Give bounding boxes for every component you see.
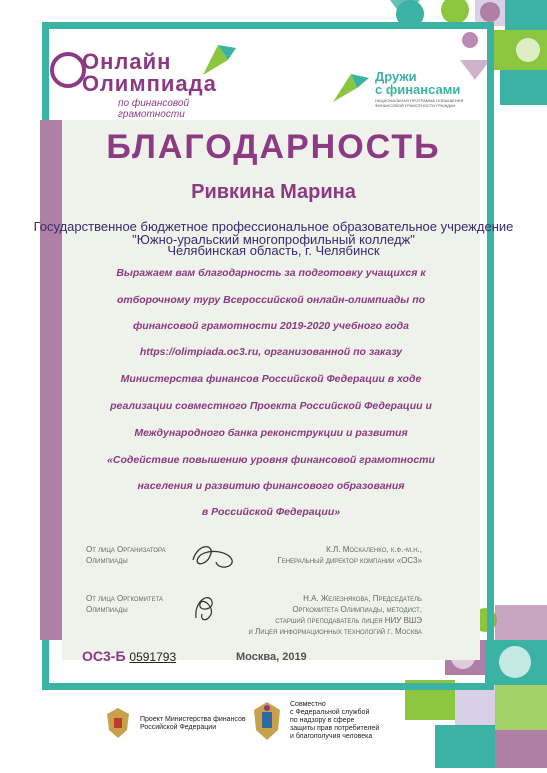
olympiad-logo-line2: Олимпиада [82, 71, 217, 96]
druzhi-line1: Дружи [375, 69, 417, 84]
druzhi-line2: с финансами [375, 82, 461, 97]
footer-right-5: и благополучия человека [290, 733, 373, 740]
body-line-4: https://olimpiada.oc3.ru, организованной по заказу [139, 346, 403, 358]
recipient-name: Ривкина Марина [191, 181, 356, 203]
olympiad-logo [48, 44, 238, 120]
sig2-right-4: и Лицея информационных технологий г. Москва [248, 627, 422, 636]
body-line-5: Министерства финансов Российской Федерации в ходе [120, 373, 422, 385]
olympiad-logo-line1: Онлайн [82, 49, 172, 74]
body-line-3: финансовой грамотности 2019-2020 учебного года [132, 320, 410, 332]
druzhi-bird-icon [333, 72, 371, 106]
body-line-7: Международного банка реконструкции и развития [134, 427, 408, 439]
serial-prefix: ОС3-Б [82, 648, 126, 664]
body-line-6: реализации совместного Проекта Российской Федерации и [110, 400, 432, 412]
footer-right-1: Совместно [290, 701, 326, 708]
org-line1: Государственное бюджетное профессиональное образовательное учреждение [33, 219, 514, 234]
sig1-left-2: Олимпиады [86, 556, 128, 565]
footer-right-4: защиты прав потребителей [290, 725, 380, 732]
body-line-10: в Российской Федерации» [201, 506, 341, 518]
sig2-right-3: старший преподаватель лицея НИУ ВШЭ [275, 616, 422, 625]
certificate-title: БЛАГОДАРНОСТЬ [106, 128, 441, 166]
serial-number [82, 648, 176, 664]
org-line3: Челябинская область, г. Челябинск [167, 243, 380, 258]
sig1-right-2: Генеральный директор компании «ОС3» [277, 556, 422, 565]
sig1-right-1: К.Л. Москаленко, к.ф.-м.н., [326, 545, 422, 554]
sig2-left-1: От лица Оргкомитета [86, 594, 164, 603]
body-line-1: Выражаем вам благодарность за подготовку учащихся к [116, 267, 426, 279]
sig2-left-2: Олимпиады [86, 605, 128, 614]
druzhi-sub: НАЦИОНАЛЬНАЯ ПРОГРАММА ПОВЫШЕНИЯ ФИНАНСОВОЙ ГРАМОТНОСТИ ГРАЖДАН [375, 98, 464, 108]
rospotrebnadzor-emblem-icon [250, 700, 284, 742]
body-line-9: населения и развитию финансового образования [137, 480, 405, 492]
footer-right-2: с Федеральной службой [290, 709, 370, 716]
sig2-right-2: Оргкомитета Олимпиады, методист, [292, 605, 422, 614]
signature-2 [190, 590, 220, 624]
sig2-right-1: Н.А. Железнякова, Председатель [303, 594, 422, 603]
footer-left-1: Проект Министерства финансов [140, 716, 246, 723]
serial-digits: 0591793 [129, 650, 177, 664]
body-line-8: «Содействие повышению уровня финансовой грамотности [107, 454, 435, 466]
footer-left-2: Российской Федерации [140, 724, 217, 731]
druzhi-logo [333, 70, 503, 120]
olympiad-logo-sub: по финансовой грамотности [118, 98, 190, 120]
sig1-left-1: От лица Организатора [86, 545, 166, 554]
org-line2: "Южно-уральский многопрофильный колледж" [132, 232, 415, 247]
signature-1 [188, 540, 238, 574]
issue-date: Москва, 2019 [236, 651, 307, 663]
footer-right-3: по надзору в сфере [290, 717, 355, 724]
body-line-2: отборочному туру Всероссийской онлайн-олимпиады по [116, 294, 426, 306]
coat-of-arms-icon [103, 706, 133, 740]
